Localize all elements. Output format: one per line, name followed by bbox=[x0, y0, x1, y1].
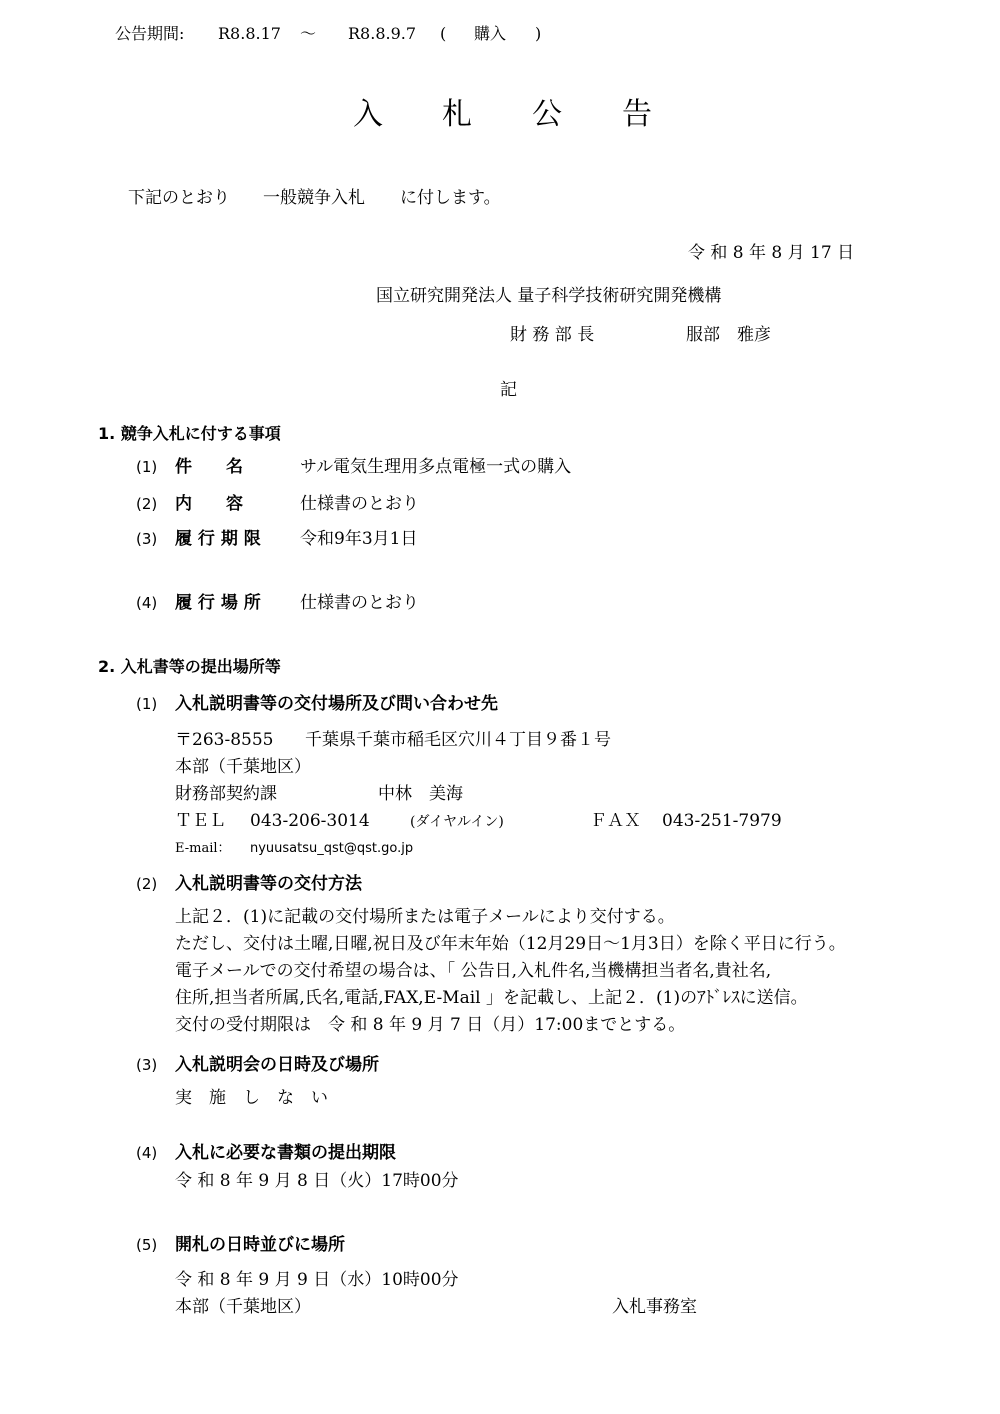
title-char-1: 入 bbox=[353, 97, 383, 132]
s1-item2-value: 仕様書のとおり bbox=[300, 494, 419, 514]
opening-datetime: 令 和 8 年 9 月 9 日（水）10時00分 bbox=[175, 1270, 459, 1290]
s1-item4-value: 仕様書のとおり bbox=[300, 593, 419, 613]
s1-item1-num: (1) bbox=[136, 458, 158, 476]
s1-item3-num: (3) bbox=[136, 530, 158, 548]
type-open-paren: ( bbox=[440, 24, 447, 43]
fax-number: 043-251-7979 bbox=[662, 811, 782, 831]
opening-place: 本部（千葉地区） bbox=[175, 1297, 311, 1317]
s2-item4-num: (4) bbox=[136, 1144, 158, 1162]
tel-number: 043-206-3014 bbox=[250, 811, 370, 831]
s2-item2-heading: 入札説明書等の交付方法 bbox=[175, 874, 362, 894]
distribution-line-1: 上記２．(1)に記載の交付場所または電子メールにより交付する。 bbox=[175, 907, 675, 927]
s1-item2-label: 内 容 bbox=[175, 494, 243, 514]
s1-item4-label: 履 行 場 所 bbox=[175, 593, 261, 613]
distribution-line-4: 住所,担当者所属,氏名,電話,FAX,E-Mail 」を記載し、上記２．(1)のｱﾄﾞﾚｽに送信。 bbox=[175, 988, 808, 1008]
s1-item3-value: 令和9年3月1日 bbox=[300, 529, 418, 549]
email-address: nyuusatsu_qst@qst.go.jp bbox=[250, 841, 414, 856]
title-char-4: 告 bbox=[622, 97, 652, 132]
s2-item3-num: (3) bbox=[136, 1056, 158, 1074]
intro-tail: に付します。 bbox=[400, 188, 501, 208]
s1-item4-num: (4) bbox=[136, 594, 158, 612]
period-start: R8.8.17 bbox=[218, 24, 281, 43]
s2-item5-num: (5) bbox=[136, 1236, 158, 1254]
s2-item1-heading: 入札説明書等の交付場所及び問い合わせ先 bbox=[175, 694, 498, 714]
notice-date: 令 和 8 年 8 月 17 日 bbox=[688, 243, 855, 263]
s2-item2-num: (2) bbox=[136, 875, 158, 893]
period-label: 公告期間: bbox=[115, 24, 185, 43]
department: 財務部契約課 bbox=[175, 784, 277, 804]
period-tilde: ～ bbox=[300, 24, 317, 43]
s2-item4-heading: 入札に必要な書類の提出期限 bbox=[175, 1143, 396, 1163]
procurement-type: 購入 bbox=[474, 24, 507, 43]
s2-item1-num: (1) bbox=[136, 695, 158, 713]
distribution-line-2: ただし、交付は土曜,日曜,祝日及び年末年始（12月29日～1月3日）を除く平日に行う。 bbox=[175, 934, 846, 954]
email-label: E-mail： bbox=[175, 841, 231, 856]
s1-item3-label: 履 行 期 限 bbox=[175, 529, 261, 549]
issuer-org: 国立研究開発法人 量子科学技術研究開発機構 bbox=[376, 286, 722, 306]
postal-code: 〒263-8555 bbox=[175, 730, 274, 750]
issuer-title: 財 務 部 長 bbox=[510, 325, 595, 345]
section1-heading: 1. 競争入札に付する事項 bbox=[98, 424, 281, 443]
title-char-2: 札 bbox=[442, 97, 472, 132]
title-char-3: 公 bbox=[532, 97, 562, 132]
s2-item3-heading: 入札説明会の日時及び場所 bbox=[175, 1055, 379, 1075]
fax-label: ＦＡＸ bbox=[590, 811, 641, 831]
period-end: R8.8.9.7 bbox=[348, 24, 417, 43]
ki-mark: 記 bbox=[500, 380, 517, 400]
office-name: 本部（千葉地区） bbox=[175, 757, 311, 777]
contact-person: 中林 美海 bbox=[378, 784, 463, 804]
s1-item1-label: 件 名 bbox=[175, 457, 243, 477]
intro-method: 一般競争入札 bbox=[263, 188, 365, 208]
issuer-name: 服部 雅彦 bbox=[686, 325, 771, 345]
s1-item1-value: サル電気生理用多点電極一式の購入 bbox=[300, 457, 572, 477]
opening-room: 入札事務室 bbox=[612, 1297, 697, 1317]
type-close-paren: ) bbox=[535, 24, 542, 43]
distribution-line-5: 交付の受付期限は 令 和 8 年 9 月 7 日（月）17:00までとする。 bbox=[175, 1015, 686, 1035]
s2-item5-heading: 開札の日時並びに場所 bbox=[175, 1235, 345, 1255]
tel-label: ＴＥＬ bbox=[175, 811, 226, 831]
section2-heading: 2. 入札書等の提出場所等 bbox=[98, 657, 281, 676]
s1-item2-num: (2) bbox=[136, 495, 158, 513]
distribution-line-3: 電子メールでの交付希望の場合は、「 公告日,入札件名,当機構担当者名,貴社名, bbox=[175, 961, 772, 981]
address: 千葉県千葉市稲毛区穴川４丁目９番１号 bbox=[305, 730, 611, 750]
submission-deadline: 令 和 8 年 9 月 8 日（火）17時00分 bbox=[175, 1171, 459, 1191]
intro-lead: 下記のとおり bbox=[128, 188, 230, 208]
briefing-value: 実 施 し な い bbox=[175, 1088, 328, 1108]
tel-note: (ダイヤルイン) bbox=[410, 814, 504, 830]
